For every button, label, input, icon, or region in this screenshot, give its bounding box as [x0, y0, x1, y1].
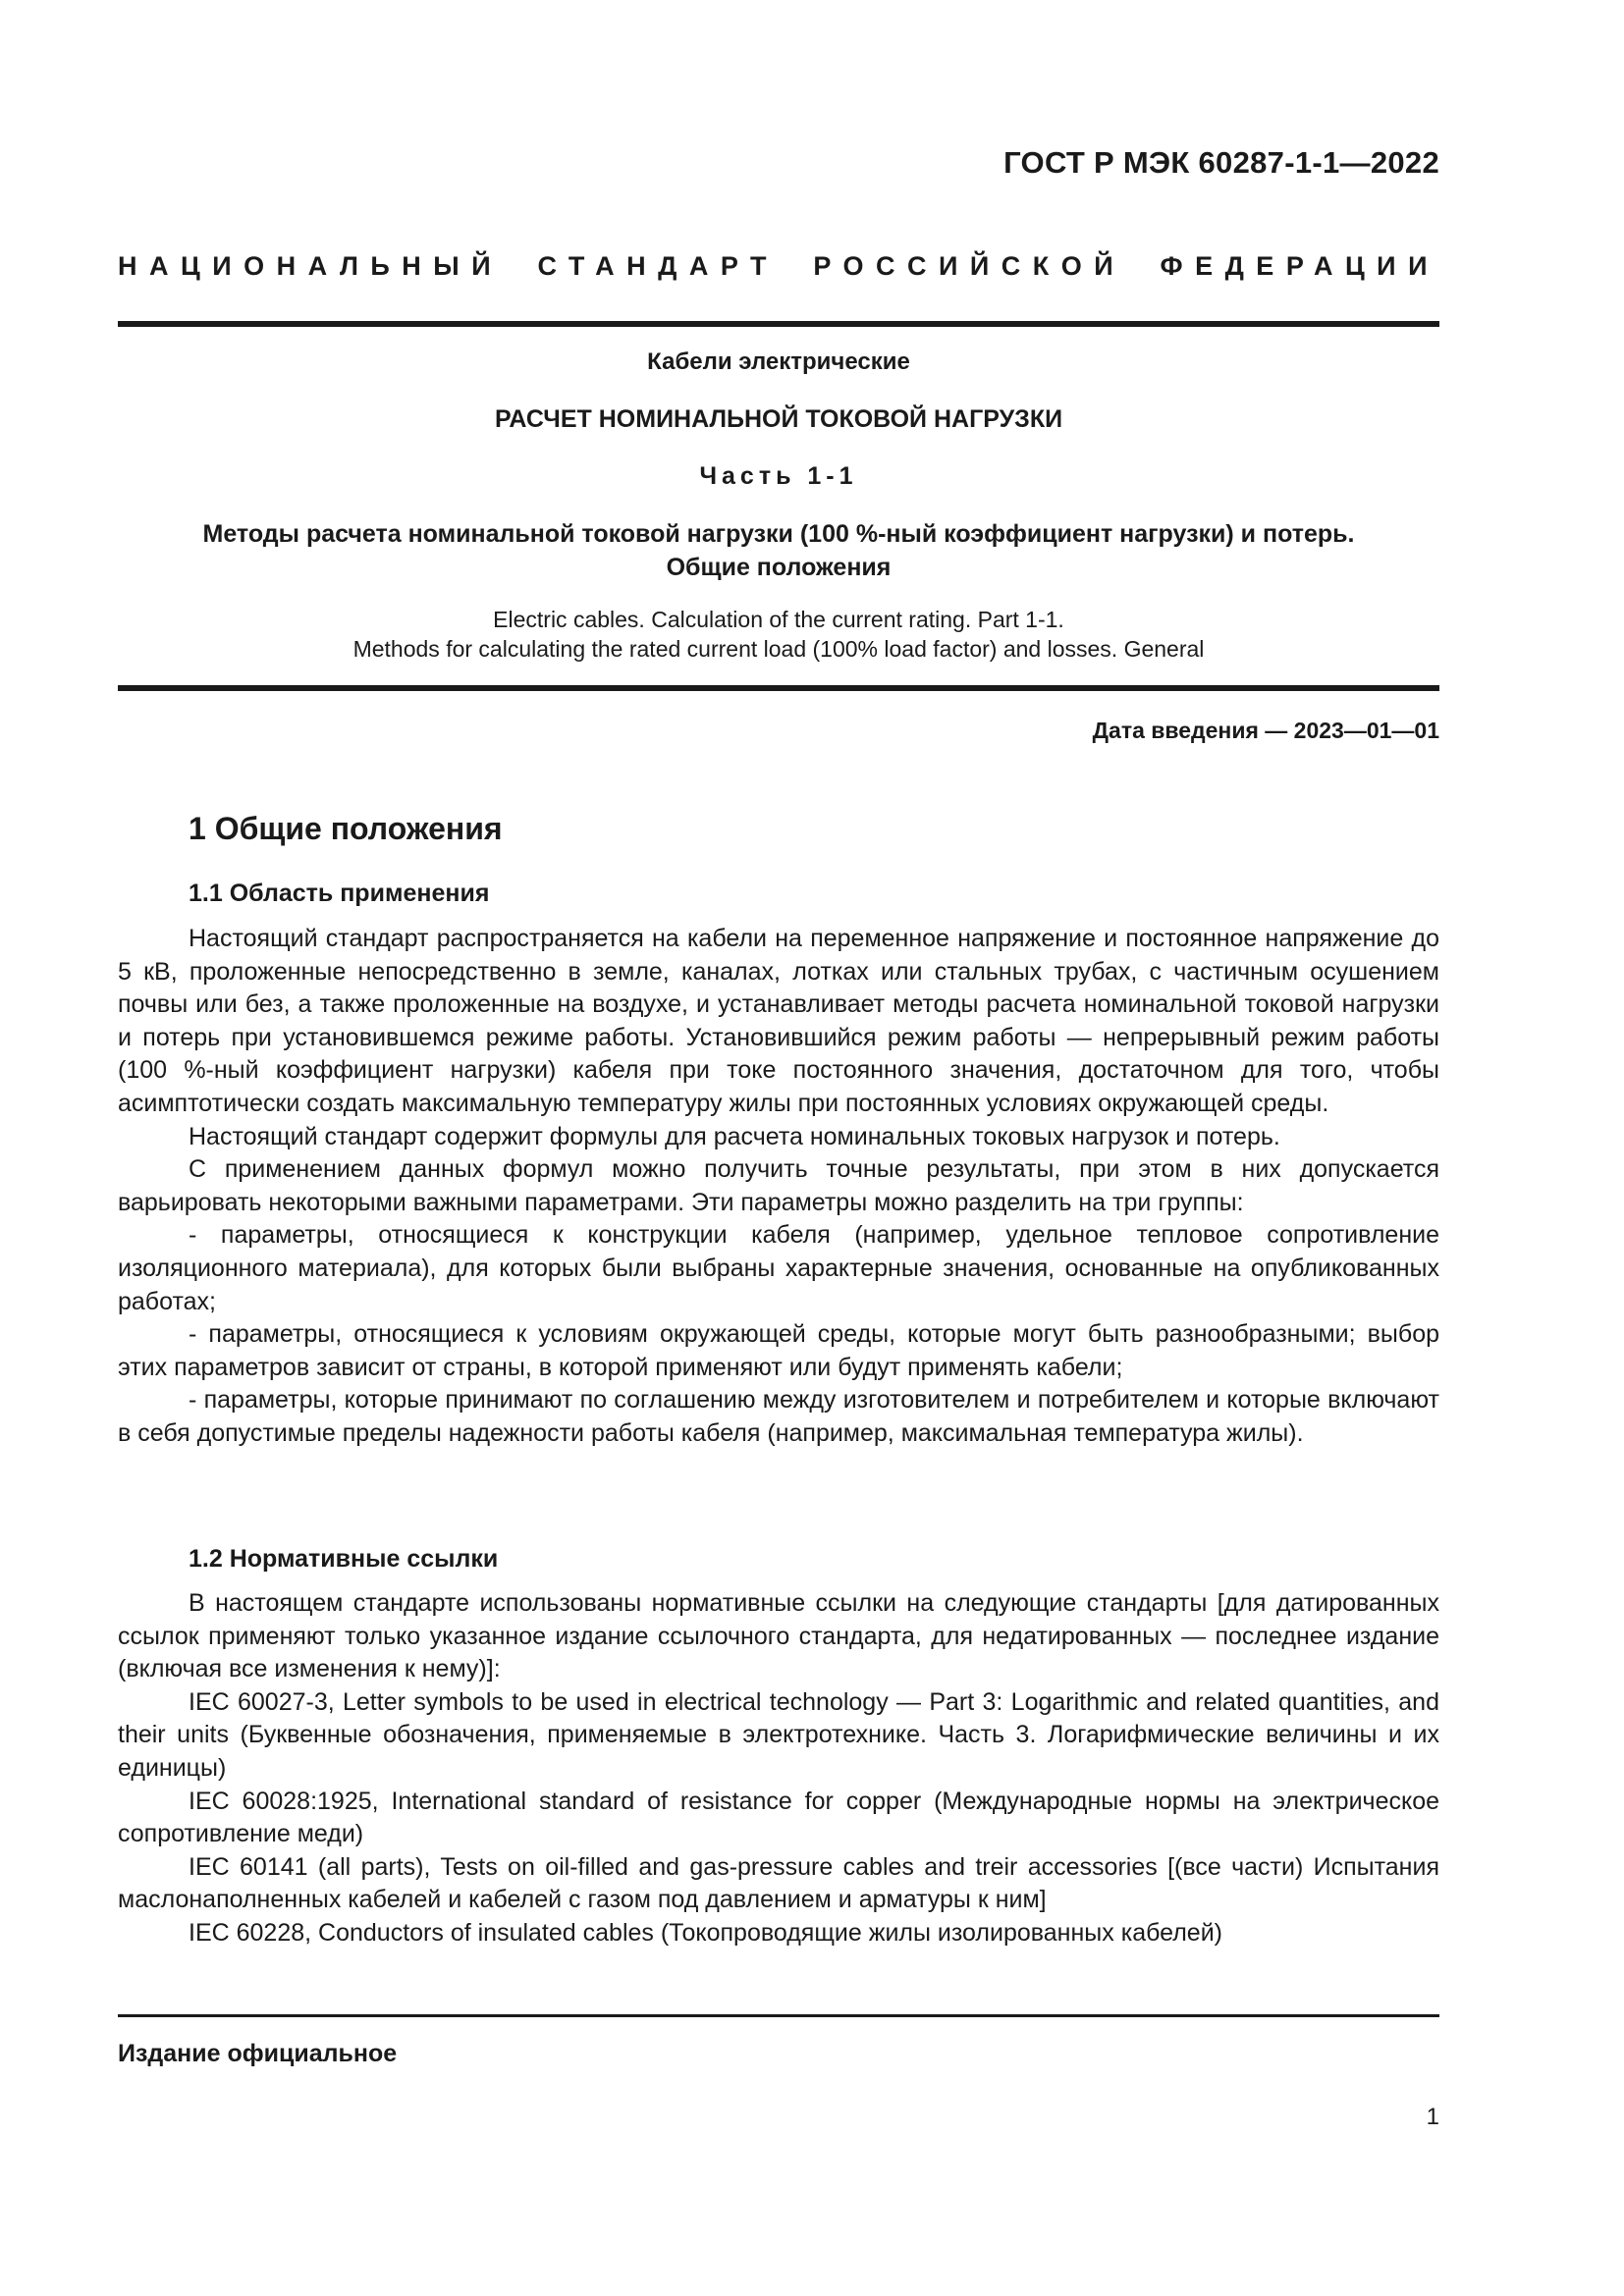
title-subtitle-line1: Методы расчета номинальной токовой нагрузки (100 %-ный коэффициент нагрузки) и потерь.	[202, 520, 1355, 548]
title-subtitle	[118, 517, 1439, 584]
paragraph: С применением данных формул можно получить точные результаты, при этом в них допускается варьировать некоторыми важными параметрами. Эти параметры можно разделить на три группы:	[118, 1155, 1439, 1216]
paragraph: В настоящем стандарте использованы нормативные ссылки на следующие стандарты [для датированных ссылок применяют только указанное издание ссылочного стандарта, для недатированных — последнее издание (включая все изменения к нему)]:	[118, 1589, 1439, 1683]
list-item: - параметры, относящиеся к условиям окружающей среды, которые могут быть разнообразными; выбор этих параметров зависит от страны, в которой применяют или будут применять кабели;	[118, 1320, 1439, 1381]
title-english-line2: Methods for calculating the rated current load (100% load factor) and losses. General	[352, 636, 1205, 662]
title-main: РАСЧЕТ НОМИНАЛЬНОЙ ТОКОВОЙ НАГРУЗКИ	[494, 405, 1063, 433]
section-heading: 1 Общие положения	[189, 811, 503, 846]
footer-rule	[118, 2014, 1439, 2017]
paragraph: Настоящий стандарт распространяется на кабели на переменное напряжение и постоянное напряжение до 5 кВ, проложенные непосредственно в земле, каналах, лотках или стальных трубах, с частичным осушением почвы или без, а также проложенные на воздухе, и устанавливает методы расчета номинальной токовой нагрузки и потерь при установившемся режиме работы. Установившийся режим работы — непрерывный режим работы (100 %-ный коэффициент нагрузки) кабеля при токе постоянного значения, достаточном для того, чтобы асимптотически создать максимальную температуру жилы при постоянных условиях окружающей среды.	[118, 925, 1439, 1117]
page-number: 1	[1426, 2104, 1439, 2130]
scope-text	[118, 923, 1439, 1451]
introduction-date: Дата введения — 2023—01—01	[1092, 718, 1439, 743]
document-code: ГОСТ Р МЭК 60287-1-1—2022	[1003, 145, 1439, 180]
header-rule	[118, 321, 1439, 327]
title-part: Часть 1-1	[699, 462, 858, 490]
list-item: - параметры, относящиеся к конструкции кабеля (например, удельное тепловое сопротивление изоляционного материала), для которых были выбраны характерные значения, основанные на опубликованных работах;	[118, 1221, 1439, 1315]
title-english-line1: Electric cables. Calculation of the current rating. Part 1-1.	[493, 607, 1064, 632]
reference-item: IEC 60141 (all parts), Tests on oil-filled and gas-pressure cables and treir accessories [(все части) Испытания маслонаполненных кабелей и кабелей с газом под давлением и арматуры к ним]	[118, 1852, 1439, 1914]
title-rule	[118, 685, 1439, 691]
reference-item: IEC 60027-3, Letter symbols to be used in electrical technology — Part 3: Logarithmic and related quantities, and their units (Буквенные обозначения, применяемые в электротехнике. Часть 3. Логарифмические величины и их единицы)	[118, 1687, 1439, 1782]
list-item: - параметры, которые принимают по соглашению между изготовителем и потребителем и которые включают в себя допустимые пределы надежности работы кабеля (например, максимальная температура жилы).	[118, 1386, 1439, 1447]
reference-item: IEC 60228, Conductors of insulated cables (Токопроводящие жилы изолированных кабелей)	[189, 1918, 1222, 1947]
paragraph: Настоящий стандарт содержит формулы для расчета номинальных токовых нагрузок и потерь.	[189, 1122, 1280, 1150]
national-standard-label: НАЦИОНАЛЬНЫЙ СТАНДАРТ РОССИЙСКОЙ ФЕДЕРАЦИИ	[118, 251, 1439, 281]
subsection-heading-references: 1.2 Нормативные ссылки	[189, 1545, 499, 1573]
document-page	[118, 0, 1439, 2296]
title-subtitle-line2: Общие положения	[666, 554, 892, 581]
subsection-heading-scope: 1.1 Область применения	[189, 880, 490, 907]
official-edition-label: Издание официальное	[118, 2040, 398, 2067]
references-text	[118, 1587, 1439, 1950]
reference-item: IEC 60028:1925, International standard of resistance for copper (Международные нормы на электрическое сопротивление меди)	[118, 1787, 1439, 1848]
title-category: Кабели электрические	[647, 348, 910, 375]
title-english	[118, 605, 1439, 664]
